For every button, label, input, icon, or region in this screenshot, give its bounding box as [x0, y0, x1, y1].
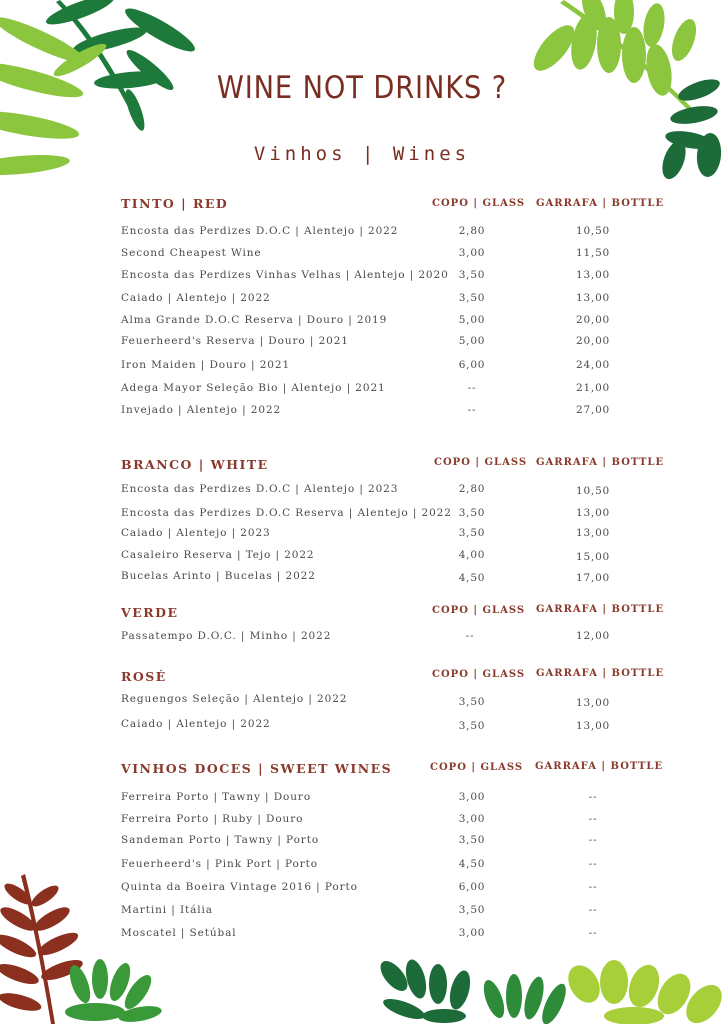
glass-price: 3,50: [458, 527, 486, 539]
wine-name: Caiado | Alentejo | 2022: [121, 718, 271, 730]
bottle-price: 21,00: [575, 382, 611, 394]
glass-price: 3,50: [458, 269, 486, 281]
glass-price: 2,80: [458, 225, 486, 237]
bottle-price: 11,50: [575, 247, 611, 259]
list-item: [0, 269, 724, 287]
wine-name: Casaleiro Reserva | Tejo | 2022: [121, 549, 315, 561]
wine-name: Encosta das Perdizes D.O.C | Alentejo | 2023: [121, 483, 399, 495]
section-title: BRANCO | WHITE: [121, 457, 269, 472]
list-item: [0, 292, 724, 310]
list-item: [0, 507, 724, 525]
glass-price: 5,00: [458, 335, 486, 347]
leaf-branch-lime: [562, 960, 724, 1024]
bottle-price: 13,00: [575, 292, 611, 304]
bottle-price: 13,00: [575, 507, 611, 519]
glass-column-header: COPO | GLASS: [434, 457, 528, 468]
glass-price: 4,00: [458, 549, 486, 561]
bottle-column-header: GARRAFA | BOTTLE: [536, 198, 665, 209]
wine-name: Feuerheerd's Reserva | Douro | 2021: [121, 335, 349, 347]
list-item: [0, 359, 724, 377]
leaf-branch-green: [65, 959, 163, 1024]
glass-column-header: COPO | GLASS: [432, 605, 526, 616]
glass-price: 3,00: [458, 813, 486, 825]
leaf-branch-dark: [376, 956, 474, 1023]
glass-price: 4,50: [458, 858, 486, 870]
list-item: [0, 527, 724, 545]
list-item: [0, 247, 724, 265]
bottle-price: 20,00: [575, 335, 611, 347]
glass-price: --: [467, 382, 477, 394]
wine-name: Encosta das Perdizes Vinhas Velhas | Alentejo | 2020: [121, 269, 449, 281]
wine-name: Bucelas Arinto | Bucelas | 2022: [121, 570, 316, 582]
glass-column-header: COPO | GLASS: [432, 669, 526, 680]
section-title: TINTO | RED: [121, 196, 229, 211]
wine-name: Encosta das Perdizes D.O.C Reserva | Alentejo | 2022: [121, 507, 452, 519]
bottle-column-header: GARRAFA | BOTTLE: [536, 604, 665, 615]
wine-name: Second Cheapest Wine: [121, 247, 262, 259]
list-item: [0, 927, 724, 945]
bottle-column-header: GARRAFA | BOTTLE: [535, 761, 664, 772]
list-item: [0, 904, 724, 922]
section-title: VERDE: [121, 605, 179, 620]
list-item: [0, 791, 724, 809]
bottle-price: 13,00: [575, 697, 611, 709]
list-item: [0, 225, 724, 243]
bottle-price: --: [588, 904, 598, 916]
wine-name: Sandeman Porto | Tawny | Porto: [121, 834, 320, 846]
glass-price: 2,80: [458, 483, 486, 495]
wine-name: Martini | Itália: [121, 904, 213, 916]
bottle-price: --: [588, 791, 598, 803]
wine-name: Moscatel | Setúbal: [121, 927, 237, 939]
bottle-price: --: [588, 813, 598, 825]
wine-name: Caiado | Alentejo | 2022: [121, 292, 271, 304]
glass-price: 3,50: [458, 507, 486, 519]
bottle-column-header: GARRAFA | BOTTLE: [536, 457, 665, 468]
bottle-price: 12,00: [575, 630, 611, 642]
wine-name: Quinta da Boeira Vintage 2016 | Porto: [121, 881, 358, 893]
bottle-price: 10,50: [575, 225, 611, 237]
list-item: [0, 570, 724, 588]
glass-price: 3,50: [458, 292, 486, 304]
bottle-price: --: [588, 858, 598, 870]
glass-price: 3,00: [458, 791, 486, 803]
bottle-price: 20,00: [575, 314, 611, 326]
list-item: [0, 382, 724, 400]
list-item: [0, 813, 724, 831]
glass-price: --: [465, 630, 475, 642]
page-title: WINE NOT DRINKS ?: [216, 70, 508, 106]
bottle-price: 24,00: [575, 359, 611, 371]
wine-name: Feuerheerd's | Pink Port | Porto: [121, 858, 318, 870]
glass-price: 5,00: [458, 314, 486, 326]
bottle-price: 13,00: [575, 720, 611, 732]
list-item: [0, 858, 724, 876]
list-item: [0, 718, 724, 736]
bottle-price: --: [588, 927, 598, 939]
wine-name: Iron Maiden | Douro | 2021: [121, 359, 291, 371]
glass-price: 6,00: [458, 359, 486, 371]
wine-name: Alma Grande D.O.C Reserva | Douro | 2019: [121, 314, 388, 326]
wine-name: Caiado | Alentejo | 2023: [121, 527, 271, 539]
glass-price: --: [467, 404, 477, 416]
glass-price: 4,50: [458, 572, 486, 584]
wine-name: Invejado | Alentejo | 2022: [121, 404, 282, 416]
glass-column-header: COPO | GLASS: [432, 198, 526, 209]
list-item: [0, 834, 724, 852]
bottle-price: 15,00: [575, 551, 611, 563]
glass-price: 3,50: [458, 834, 486, 846]
wine-name: Reguengos Seleção | Alentejo | 2022: [121, 693, 348, 705]
glass-price: 3,00: [458, 247, 486, 259]
glass-price: 3,50: [458, 904, 486, 916]
bottle-column-header: GARRAFA | BOTTLE: [536, 668, 665, 679]
list-item: [0, 693, 724, 711]
list-item: [0, 335, 724, 353]
list-item: [0, 314, 724, 332]
list-item: [0, 630, 724, 648]
wine-name: Encosta das Perdizes D.O.C | Alentejo | 2022: [121, 225, 399, 237]
bottle-price: 13,00: [575, 527, 611, 539]
list-item: [0, 483, 724, 501]
leaf-branch-green: [480, 974, 571, 1024]
section-title: VINHOS DOCES | SWEET WINES: [121, 761, 393, 776]
glass-price: 3,50: [458, 720, 486, 732]
bottle-price: 10,50: [575, 485, 611, 497]
bottle-price: 27,00: [575, 404, 611, 416]
list-item: [0, 881, 724, 899]
bottle-price: 13,00: [575, 269, 611, 281]
wine-name: Ferreira Porto | Ruby | Douro: [121, 813, 304, 825]
leaves-bottom-right-decoration: [374, 954, 724, 1024]
section-title: ROSÉ: [121, 669, 167, 684]
bottle-price: 17,00: [575, 572, 611, 584]
glass-column-header: COPO | GLASS: [430, 762, 524, 773]
glass-price: 3,00: [458, 927, 486, 939]
list-item: [0, 549, 724, 567]
bottle-price: --: [588, 881, 598, 893]
page-subtitle: Vinhos | Wines: [253, 143, 471, 165]
list-item: [0, 404, 724, 422]
wine-name: Adega Mayor Seleção Bio | Alentejo | 2021: [121, 382, 386, 394]
wine-name: Passatempo D.O.C. | Minho | 2022: [121, 630, 332, 642]
glass-price: 6,00: [458, 881, 486, 893]
glass-price: 3,50: [458, 696, 486, 708]
bottle-price: --: [588, 834, 598, 846]
wine-name: Ferreira Porto | Tawny | Douro: [121, 791, 312, 803]
